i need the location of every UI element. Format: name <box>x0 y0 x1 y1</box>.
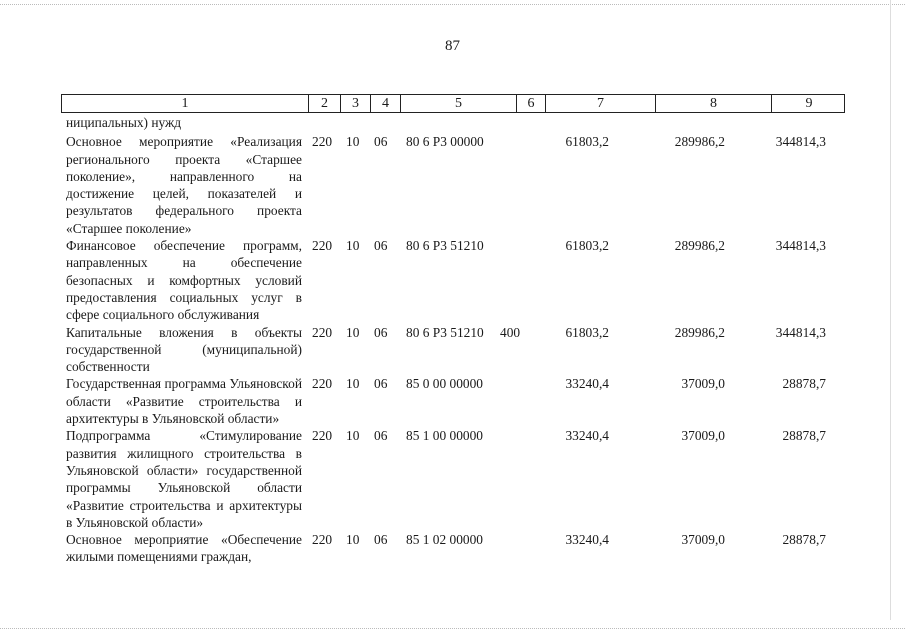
row-c3: 10 <box>346 532 360 548</box>
table-row <box>0 237 905 323</box>
row-c9: 344814,3 <box>775 324 826 340</box>
row-c7: 33240,4 <box>565 428 609 444</box>
row-c2: 220 <box>312 428 333 444</box>
table-row <box>0 324 905 376</box>
row-c8: 37009,0 <box>681 532 725 548</box>
row-c5: 80 6 P3 51210 <box>406 324 484 340</box>
column-header-4: 4 <box>370 95 400 112</box>
row-c5: 85 0 00 00000 <box>406 376 483 392</box>
row-name: Основное мероприятие «Обеспечение жилыми помещениями граждан, <box>66 532 302 565</box>
row-c7: 61803,2 <box>565 324 609 340</box>
column-header-8: 8 <box>655 95 771 112</box>
row-c4: 06 <box>374 238 388 254</box>
row-c8: 289986,2 <box>674 238 725 254</box>
row-name: Основное мероприятие «Реализация регионального проекта «Старшее поколение», направленного на достижение целей, показателей и результатов федерального проекта «Старшее поколение» <box>66 134 302 236</box>
column-header-9: 9 <box>771 95 846 112</box>
row-c3: 10 <box>346 376 360 392</box>
row-c9: 28878,7 <box>782 376 826 392</box>
scan-edge-bottom <box>0 628 905 629</box>
row-c4: 06 <box>374 134 388 150</box>
column-header-2: 2 <box>308 95 340 112</box>
row-c2: 220 <box>312 532 333 548</box>
row-c8: 37009,0 <box>681 376 725 392</box>
row-c4: 06 <box>374 324 388 340</box>
row-c4: 06 <box>374 376 388 392</box>
row-name: Государственная программа Ульяновской области «Развитие строительства и архитектуры в Ульяновской области» <box>66 376 302 427</box>
column-header-6: 6 <box>516 95 545 112</box>
row-c8: 289986,2 <box>674 324 725 340</box>
row-c9: 28878,7 <box>782 532 826 548</box>
column-header-5: 5 <box>400 95 516 112</box>
scan-edge-top <box>0 4 905 5</box>
row-name: Финансовое обеспечение программ, направленных на обеспечение безопасных и комфортных условий предоставления социальных услуг в сфере социального обслуживания <box>66 238 302 323</box>
table-header-row <box>61 94 845 113</box>
row-c3: 10 <box>346 238 360 254</box>
row-name: Подпрограмма «Стимулирование развития жилищного строительства в Ульяновской области» государственной программы Ульяновской области «Развитие строительства и архитектуры в Ульяновской области» <box>66 428 302 530</box>
table-row <box>0 531 905 566</box>
row-c9: 344814,3 <box>775 134 826 150</box>
page-number: 87 <box>445 38 460 54</box>
column-header-7: 7 <box>545 95 655 112</box>
table-row <box>0 133 905 237</box>
row-c7: 33240,4 <box>565 376 609 392</box>
row-c2: 220 <box>312 238 333 254</box>
row-c7: 33240,4 <box>565 532 609 548</box>
row-c3: 10 <box>346 428 360 444</box>
row-c9: 344814,3 <box>775 238 826 254</box>
row-c2: 220 <box>312 324 333 340</box>
column-header-1: 1 <box>181 96 189 111</box>
row-c5: 80 6 P3 51210 <box>406 238 484 254</box>
table-body <box>0 114 905 566</box>
row-c7: 61803,2 <box>565 238 609 254</box>
row-c4: 06 <box>374 532 388 548</box>
row-c8: 37009,0 <box>681 428 725 444</box>
row-c6: 400 <box>500 324 521 340</box>
row-c4: 06 <box>374 428 388 444</box>
row-c2: 220 <box>312 134 333 150</box>
column-header-3: 3 <box>340 95 370 112</box>
row-c3: 10 <box>346 324 360 340</box>
row-name: Капитальные вложения в объекты государственной (муниципальной) собственности <box>66 324 302 375</box>
row-c5: 80 6 P3 00000 <box>406 134 484 150</box>
row-c3: 10 <box>346 134 360 150</box>
row-c2: 220 <box>312 376 333 392</box>
table-row <box>0 114 905 131</box>
row-c5: 85 1 02 00000 <box>406 532 483 548</box>
table-row <box>0 427 905 531</box>
row-c5: 85 1 00 00000 <box>406 428 483 444</box>
table-row <box>0 375 905 427</box>
row-name: ниципальных) нужд <box>66 115 182 130</box>
row-c8: 289986,2 <box>674 134 725 150</box>
row-c9: 28878,7 <box>782 428 826 444</box>
row-c7: 61803,2 <box>565 134 609 150</box>
